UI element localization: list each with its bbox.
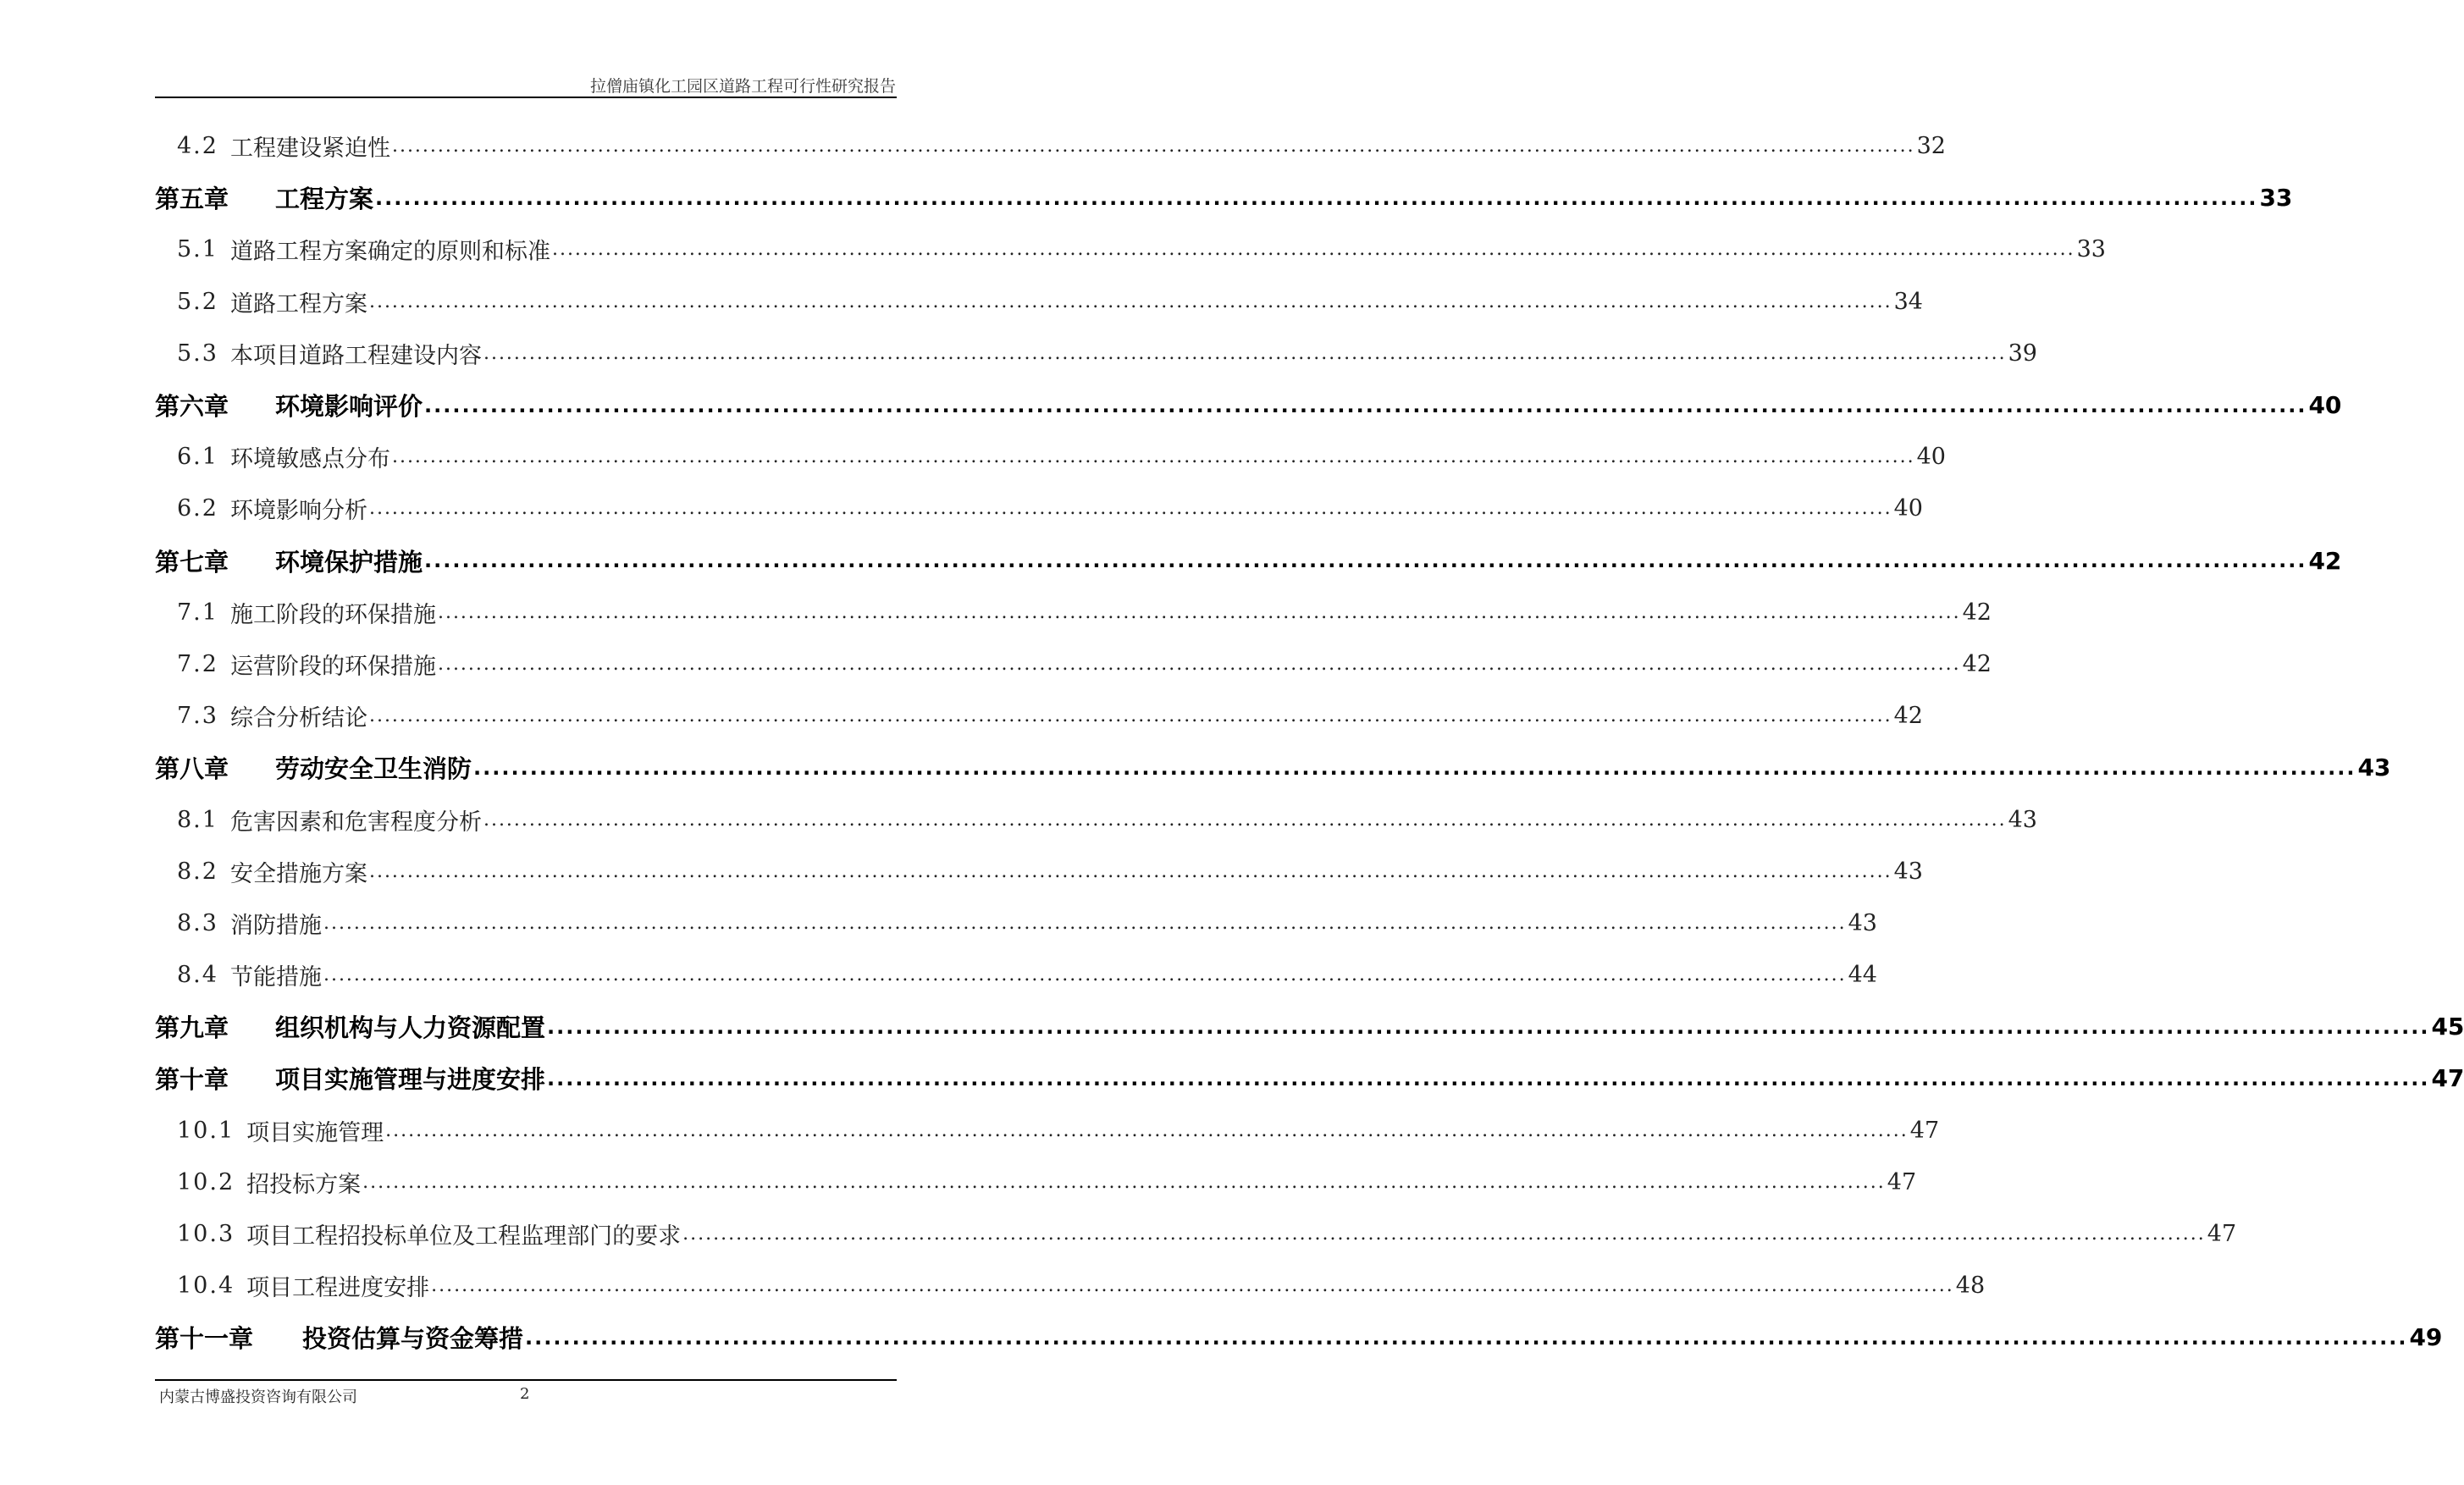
running-header-title: 拉僧庙镇化工园区道路工程可行性研究报告 (589, 77, 896, 96)
toc-page-number: 34 (1893, 288, 1923, 315)
toc-entry-heading (177, 285, 367, 318)
footer-company-name: 内蒙古博盛投资咨询有限公司 (159, 1388, 357, 1406)
toc-entry-title: 消防措施 (229, 912, 322, 939)
toc-entry-title: 环境影响评价 (275, 392, 423, 422)
toc-entry-title: 综合分析结论 (229, 705, 367, 732)
toc-entry-number: 第七章 (155, 547, 229, 577)
toc-entry-heading (155, 1009, 545, 1044)
toc-entry-number: 8.4 (177, 962, 218, 989)
toc-entry-title: 安全措施方案 (229, 860, 367, 887)
toc-dot-leader: ........................................................................................................................................................................................................ (323, 912, 1847, 934)
toc-entry-number: 8.2 (177, 858, 218, 885)
toc-page-number: 40 (1916, 444, 1946, 471)
toc-dot-leader: ........................................................................................................................................................................................................ (375, 185, 2258, 210)
toc-entry-number: 第八章 (155, 754, 229, 784)
toc-entry-heading (177, 1166, 361, 1199)
toc-entry-heading (177, 233, 550, 266)
toc-entry-heading (155, 544, 423, 578)
toc-page-number: 39 (2008, 340, 2037, 367)
toc-entry-heading (177, 1217, 681, 1250)
toc-entry-number: 8.1 (177, 806, 218, 833)
toc-entry-title: 危害因素和危害程度分析 (229, 809, 482, 836)
toc-entry-title: 环境敏感点分布 (229, 446, 390, 473)
toc-dot-leader: ........................................................................................................................................................................................................ (424, 549, 2307, 573)
toc-chapter-entry[interactable] (155, 379, 2342, 431)
toc-entry-number: 7.2 (177, 650, 218, 677)
toc-entry-heading (155, 388, 423, 422)
toc-entry-heading (177, 1114, 384, 1147)
toc-entry-title: 运营阶段的环保措施 (229, 653, 436, 680)
toc-dot-leader: ........................................................................................................................................................................................................ (525, 1325, 2408, 1350)
toc-dot-leader: ........................................................................................................................................................................................................ (362, 1171, 1886, 1193)
toc-dot-leader: ........................................................................................................................................................................................................ (323, 964, 1847, 986)
toc-section-entry[interactable] (155, 587, 1992, 638)
toc-dot-leader: ........................................................................................................................................................................................................ (483, 809, 2007, 831)
toc-entry-title: 道路工程方案 (229, 290, 367, 317)
toc-dot-leader: ........................................................................................................................................................................................................ (483, 342, 2007, 364)
toc-chapter-entry[interactable] (155, 1001, 2464, 1052)
toc-page-number: 47 (2431, 1064, 2464, 1093)
toc-entry-heading (177, 337, 482, 370)
toc-entry-heading (177, 596, 436, 629)
toc-entry-heading (155, 1320, 523, 1355)
toc-dot-leader: ........................................................................................................................................................................................................ (547, 1014, 2430, 1039)
toc-chapter-entry[interactable] (155, 1052, 2464, 1104)
toc-dot-leader: ........................................................................................................................................................................................................ (391, 135, 1915, 157)
toc-dot-leader: ........................................................................................................................................................................................................ (368, 860, 1892, 882)
toc-section-entry[interactable] (155, 793, 2037, 845)
toc-page-number: 47 (2207, 1221, 2237, 1248)
toc-entry-number: 5.2 (177, 288, 218, 315)
toc-entry-number: 6.2 (177, 495, 218, 522)
toc-dot-leader: ........................................................................................................................................................................................................ (682, 1223, 2206, 1245)
toc-entry-number: 7.3 (177, 703, 218, 730)
toc-section-entry[interactable] (155, 328, 2037, 379)
toc-section-entry[interactable] (155, 690, 1923, 742)
toc-entry-title: 组织机构与人力资源配置 (275, 1013, 546, 1043)
toc-page-number: 42 (1893, 703, 1923, 730)
toc-page-number: 32 (1916, 133, 1946, 160)
toc-dot-leader: ........................................................................................................................................................................................................ (368, 290, 1892, 312)
toc-dot-leader: ........................................................................................................................................................................................................ (391, 446, 1915, 468)
toc-entry-number: 10.3 (177, 1221, 235, 1248)
toc-entry-title: 工程建设紧迫性 (229, 135, 390, 163)
toc-entry-heading (177, 440, 390, 473)
toc-section-entry[interactable] (155, 431, 1946, 483)
toc-entry-number: 5.1 (177, 236, 218, 263)
toc-entry-title: 项目实施管理 (246, 1119, 384, 1146)
toc-page-number: 45 (2431, 1013, 2464, 1041)
toc-page-number: 43 (1893, 858, 1923, 885)
toc-page-number: 43 (1848, 909, 1877, 936)
toc-page-number: 47 (1887, 1168, 1917, 1195)
toc-entry-number: 10.4 (177, 1272, 235, 1300)
toc-section-entry[interactable] (155, 1260, 1986, 1311)
toc-entry-number: 4.2 (177, 133, 218, 160)
toc-dot-leader: ........................................................................................................................................................................................................ (368, 498, 1892, 520)
footer-page-number: 2 (520, 1385, 530, 1403)
toc-page-number: 40 (2308, 391, 2342, 420)
toc-entry-number: 第六章 (155, 392, 229, 422)
toc-chapter-entry[interactable] (155, 535, 2342, 587)
toc-entry-heading (177, 958, 322, 991)
toc-entry-title: 招投标方案 (246, 1171, 362, 1198)
toc-page-number: 33 (2259, 184, 2293, 213)
toc-page-number: 49 (2409, 1323, 2443, 1352)
toc-section-entry[interactable] (155, 1105, 1940, 1157)
toc-page-number: 40 (1893, 495, 1923, 522)
toc-dot-leader: ........................................................................................................................................................................................................ (551, 239, 2075, 261)
toc-entry-heading (177, 699, 367, 732)
toc-entry-title: 环境保护措施 (275, 547, 423, 577)
toc-entry-title: 劳动安全卫生消防 (275, 754, 472, 784)
toc-section-entry[interactable] (155, 224, 2106, 275)
toc-page-number: 43 (2008, 806, 2037, 833)
toc-page-number: 44 (1848, 962, 1877, 989)
toc-dot-leader: ........................................................................................................................................................................................................ (368, 705, 1892, 727)
toc-section-entry[interactable] (155, 276, 1923, 328)
toc-section-entry[interactable] (155, 638, 1992, 690)
toc-entry-heading (177, 803, 482, 836)
toc-entry-title: 工程方案 (275, 185, 374, 214)
toc-section-entry[interactable] (155, 949, 1877, 1001)
toc-entry-number: 10.2 (177, 1168, 235, 1195)
footer-rule (155, 1379, 897, 1381)
toc-entry-number: 第十章 (155, 1065, 229, 1095)
toc-section-entry[interactable] (155, 846, 1923, 897)
toc-entry-number: 第十一章 (155, 1324, 254, 1354)
toc-entry-heading (177, 855, 367, 888)
toc-section-entry[interactable] (155, 897, 1877, 949)
toc-dot-leader: ........................................................................................................................................................................................................ (385, 1119, 1909, 1141)
toc-dot-leader: ........................................................................................................................................................................................................ (437, 653, 1961, 675)
toc-page-number: 48 (1955, 1272, 1986, 1300)
toc-chapter-entry[interactable] (155, 172, 2293, 224)
toc-dot-leader: ........................................................................................................................................................................................................ (473, 755, 2356, 780)
toc-entry-title: 道路工程方案确定的原则和标准 (229, 239, 550, 266)
toc-entry-number: 第九章 (155, 1013, 229, 1043)
toc-dot-leader: ........................................................................................................................................................................................................ (431, 1275, 1954, 1297)
toc-entry-title: 本项目道路工程建设内容 (229, 342, 482, 369)
toc-entry-heading (177, 907, 322, 940)
toc-entry-number: 7.1 (177, 599, 218, 626)
toc-entry-heading (155, 180, 373, 215)
toc-entry-title: 节能措施 (229, 964, 322, 991)
toc-dot-leader: ........................................................................................................................................................................................................ (547, 1066, 2430, 1090)
toc-dot-leader: ........................................................................................................................................................................................................ (437, 601, 1961, 623)
toc-page-number: 43 (2357, 754, 2391, 782)
toc-entry-heading (155, 750, 472, 785)
toc-section-entry[interactable] (155, 120, 1946, 172)
toc-entry-title: 项目实施管理与进度安排 (275, 1065, 546, 1095)
toc-page-number: 33 (2076, 236, 2106, 263)
toc-entry-title: 投资估算与资金筹措 (302, 1324, 524, 1354)
toc-chapter-entry[interactable] (155, 742, 2391, 793)
toc-entry-title: 施工阶段的环保措施 (229, 601, 436, 628)
toc-page-number: 42 (2308, 546, 2342, 575)
toc-entry-number: 第五章 (155, 185, 229, 214)
toc-entry-number: 8.3 (177, 909, 218, 936)
toc-entry-number: 5.3 (177, 340, 218, 367)
toc-chapter-entry[interactable] (155, 1311, 2443, 1363)
toc-page-number: 42 (1962, 650, 1992, 677)
toc-section-entry[interactable] (155, 1208, 2237, 1260)
toc-entry-heading (177, 492, 367, 525)
toc-section-entry[interactable] (155, 1157, 1917, 1208)
toc-page-number: 42 (1962, 599, 1992, 626)
toc-entry-number: 10.1 (177, 1117, 235, 1144)
toc-dot-leader: ........................................................................................................................................................................................................ (424, 393, 2307, 417)
toc-entry-title: 环境影响分析 (229, 498, 367, 525)
toc-entry-heading (177, 648, 436, 681)
toc-entry-number: 6.1 (177, 444, 218, 471)
toc-entry-heading (177, 130, 390, 163)
toc-entry-title: 项目工程招投标单位及工程监理部门的要求 (246, 1223, 682, 1250)
table-of-contents (155, 120, 2464, 1364)
toc-section-entry[interactable] (155, 483, 1923, 534)
toc-page-number: 47 (1909, 1117, 1940, 1144)
toc-entry-title: 项目工程进度安排 (246, 1275, 430, 1302)
toc-entry-heading (155, 1061, 545, 1096)
header-rule (155, 97, 897, 98)
toc-entry-heading (177, 1269, 429, 1302)
